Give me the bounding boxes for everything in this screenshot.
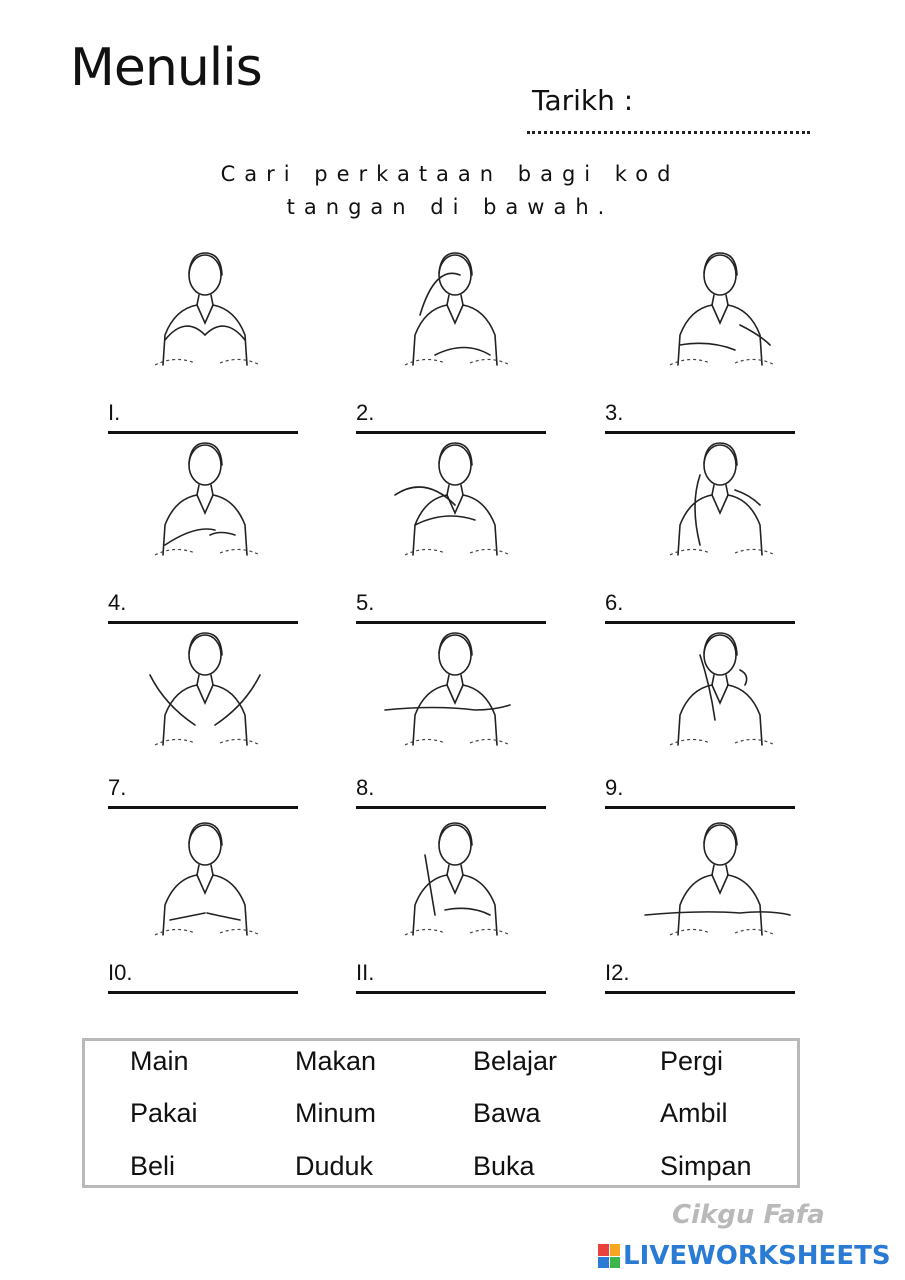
word-bank-item: Belajar [473,1046,558,1076]
answer-item [108,400,300,434]
sign-illustration [375,435,535,575]
question-number: 2. [356,400,375,425]
question-number: 8. [356,775,375,800]
question-number: I. [108,400,121,425]
question-number: 5. [356,590,375,615]
liveworksheets-logo-icon [598,1244,620,1268]
question-number: 6. [605,590,624,615]
question-number: 3. [605,400,624,425]
word-bank-item: Ambil [660,1098,728,1128]
word-bank-item: Main [130,1046,189,1076]
question-number: 7. [108,775,127,800]
word-bank [82,1038,800,1188]
answer-item [605,400,797,434]
answer-item [605,775,797,809]
sign-illustration [640,815,800,955]
answer-input[interactable] [108,982,298,994]
answer-item [605,960,797,994]
page-title: Menulis [70,38,262,98]
sign-illustration [640,435,800,575]
answer-item [356,960,548,994]
sign-illustration [125,815,285,955]
answer-input[interactable] [356,422,546,434]
liveworksheets-brand[interactable] [598,1238,891,1274]
word-bank-item: Duduk [295,1151,374,1181]
word-bank-item: Makan [295,1046,377,1076]
answer-input[interactable] [356,612,546,624]
question-number: 9. [605,775,624,800]
word-bank-item: Simpan [660,1151,752,1181]
answer-input[interactable] [356,797,546,809]
sign-illustration [375,245,535,385]
instructions [150,158,750,224]
answer-input[interactable] [605,422,795,434]
answer-item [356,590,548,624]
word-bank-item: Bawa [473,1098,541,1128]
answer-input[interactable] [605,982,795,994]
answer-item [605,590,797,624]
credit-text: Cikgu Fafa [672,1200,825,1230]
sign-illustration [125,435,285,575]
word-bank-item: Beli [130,1151,176,1181]
answer-input[interactable] [356,982,546,994]
sign-illustration [375,815,535,955]
answer-input[interactable] [605,612,795,624]
date-label: Tarikh : [532,84,634,117]
sign-illustration [125,625,285,765]
answer-input[interactable] [108,422,298,434]
instruction-line-1: Cari perkataan bagi kod [220,162,680,186]
answer-item [356,775,548,809]
word-bank-item: Pergi [660,1046,724,1076]
question-number: I0. [108,960,133,985]
sign-illustration [640,625,800,765]
answer-input[interactable] [108,797,298,809]
instruction-line-2: tangan di bawah. [286,195,614,219]
brand-text: LIVEWORKSHEETS [623,1241,891,1271]
question-number: I2. [605,960,630,985]
answer-item [108,775,300,809]
sign-illustration [640,245,800,385]
sign-illustration [125,245,285,385]
answer-input[interactable] [605,797,795,809]
date-line [527,131,810,134]
sign-illustration [375,625,535,765]
answer-item [108,590,300,624]
question-number: 4. [108,590,127,615]
word-bank-item: Pakai [130,1098,198,1128]
question-number: II. [356,960,375,985]
answer-input[interactable] [108,612,298,624]
word-bank-item: Buka [473,1151,535,1181]
answer-item [108,960,300,994]
answer-item [356,400,548,434]
word-bank-item: Minum [295,1098,377,1128]
